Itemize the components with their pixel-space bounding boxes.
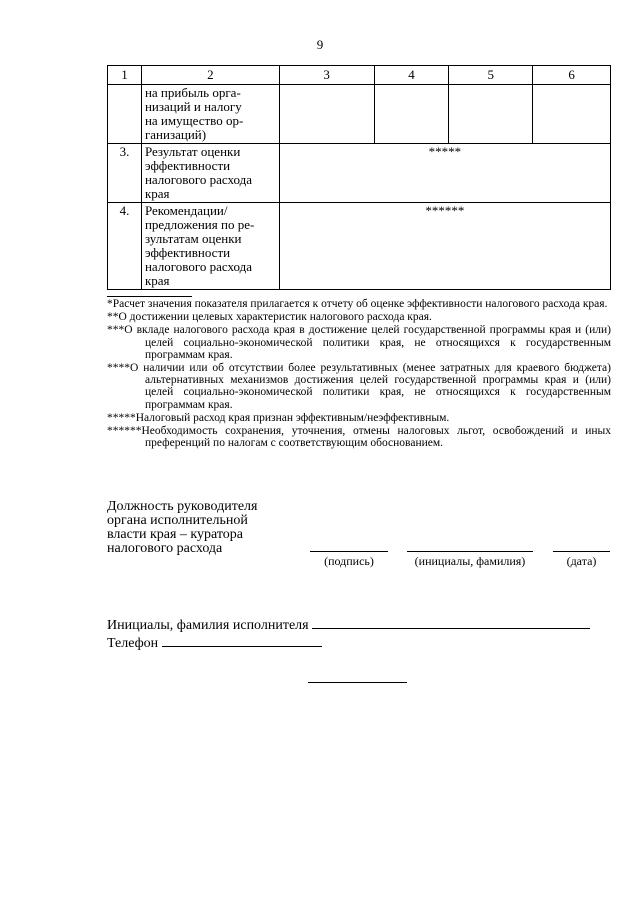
table-row xyxy=(108,144,611,203)
header-cell: 3 xyxy=(279,66,374,85)
empty-cell xyxy=(279,85,374,144)
initials-caption: (инициалы, фамилия) xyxy=(414,554,526,568)
empty-cell xyxy=(374,85,449,144)
header-cell: 4 xyxy=(374,66,449,85)
footnote: **О достижении целевых характеристик налогового расхода края. xyxy=(107,311,432,324)
date-line xyxy=(553,551,610,552)
header-cell: 2 xyxy=(141,66,279,85)
assessment-table xyxy=(107,65,611,290)
footnote: *****Налоговый расход края признан эффективным/неэффективным. xyxy=(107,411,450,424)
signer-position: Должность руководителя органа исполнительной власти края – куратора налогового расхода xyxy=(107,499,258,556)
row-number xyxy=(108,85,142,144)
executor-phone-row xyxy=(107,636,322,652)
empty-cell xyxy=(533,85,611,144)
merged-value-cell: ***** xyxy=(279,144,610,203)
table-row xyxy=(108,85,611,144)
footnote: ******Необходимость сохранения, уточнения, отмены налоговых льгот, освобождений и иных преференций по налогам с соответствующим обоснованием. xyxy=(107,425,611,450)
row-label: на прибыль орга- низаций и налогу на имущество ор- ганизаций) xyxy=(141,85,279,144)
header-cell: 5 xyxy=(449,66,533,85)
merged-value-cell: ****** xyxy=(279,203,610,290)
executor-name-row xyxy=(107,618,590,634)
row-label: Результат оценки эффективности налогового расхода края xyxy=(141,144,279,203)
executor-name-label: Инициалы, фамилия исполнителя xyxy=(107,618,309,633)
date-caption: (дата) xyxy=(566,554,597,568)
row-number: 4. xyxy=(108,203,142,290)
page-number: 9 xyxy=(316,37,324,52)
signature-caption: (подпись) xyxy=(324,554,374,568)
footnote: ****О наличии или об отсутствии более результативных (менее затратных для краевого бюджета) альтернативных механизмов достижения целей государственной программы края и (или) целей социально-экономической политики края, не относящихся к государственным программам края. xyxy=(107,362,611,411)
executor-phone-line xyxy=(162,646,322,647)
header-cell: 1 xyxy=(108,66,142,85)
footnotes xyxy=(107,298,611,450)
executor-phone-label: Телефон xyxy=(107,636,159,651)
executor-name-line xyxy=(312,628,590,629)
table-header-row xyxy=(108,66,611,85)
row-number: 3. xyxy=(108,144,142,203)
signature-line xyxy=(310,551,388,552)
header-cell: 6 xyxy=(533,66,611,85)
empty-cell xyxy=(449,85,533,144)
footnote-separator xyxy=(107,296,192,297)
initials-line xyxy=(407,551,533,552)
end-separator xyxy=(308,682,407,683)
footnote: *Расчет значения показателя прилагается к отчету об оценке эффективности налогового расхода края. xyxy=(107,298,608,310)
row-label: Рекомендации/ предложения по ре- зультатам оценки эффективности налогового расхода края xyxy=(141,203,279,290)
table-row xyxy=(108,203,611,290)
footnote: ***О вкладе налогового расхода края в достижение целей государственной программы края и (или) целей социально-экономической политики края, не относящихся к государственным программам края. xyxy=(107,324,611,361)
